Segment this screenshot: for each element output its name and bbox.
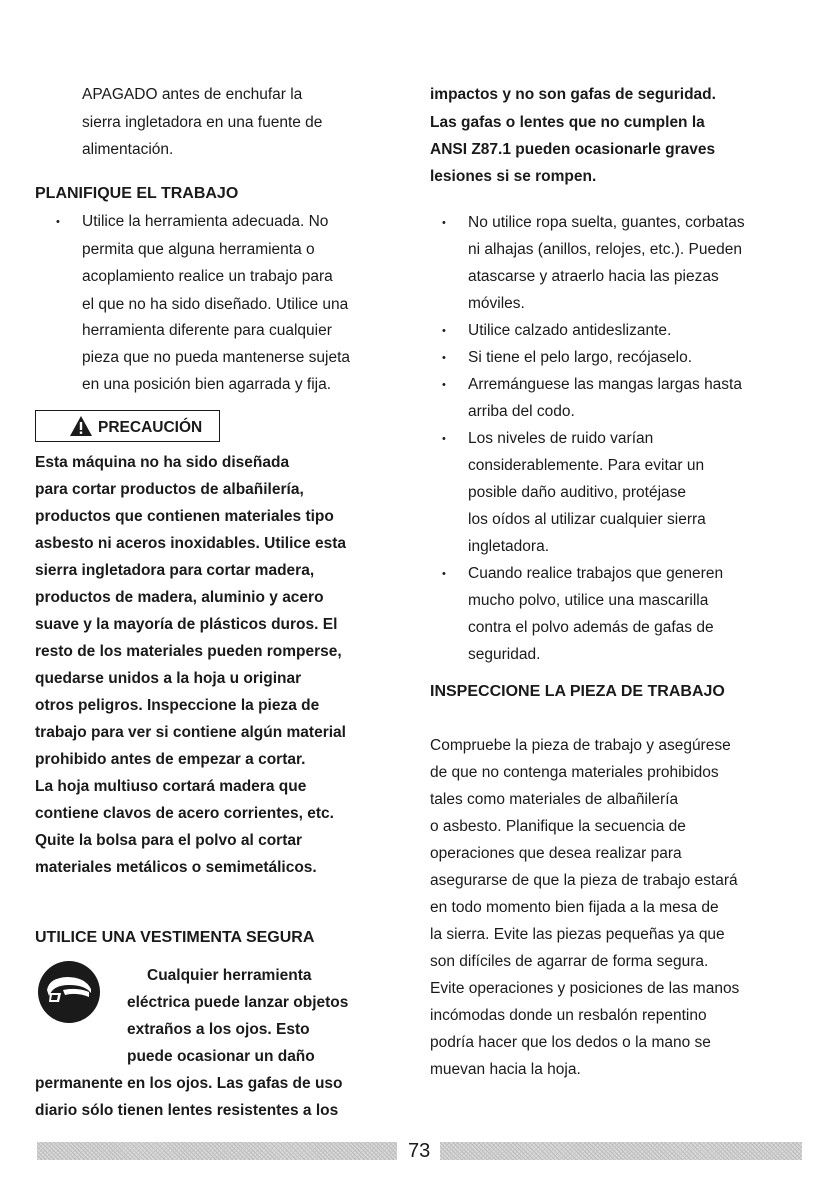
caution-line: sierra ingletadora para cortar madera, xyxy=(35,562,315,579)
inspect-line: son difíciles de agarrar de forma segura. xyxy=(430,953,709,970)
page-number: 73 xyxy=(408,1140,431,1162)
inspect-line: operaciones que desea realizar para xyxy=(430,845,682,862)
bullet-item: • Utilice calzado antideslizante. xyxy=(468,323,671,339)
caution-line: productos que contienen materiales tipo xyxy=(35,508,334,525)
continued-line: Las gafas o lentes que no cumplen la xyxy=(430,114,705,131)
caution-line: Esta máquina no ha sido diseñada xyxy=(35,454,290,471)
inspect-line: Compruebe la pieza de trabajo y asegúrese xyxy=(430,737,731,754)
clothing-line: diario sólo tienen lentes resistentes a los xyxy=(35,1102,339,1119)
inspect-line: asegurarse de que la pieza de trabajo estará xyxy=(430,872,738,889)
inspect-heading: INSPECCIONE LA PIEZA DE TRABAJO xyxy=(430,683,725,700)
caution-label: PRECAUCIÓN xyxy=(98,419,203,436)
safety-goggles-icon xyxy=(37,960,101,1024)
bullet-line: seguridad. xyxy=(468,646,541,663)
bullet-item: • Arremánguese las mangas largas hasta xyxy=(468,377,742,393)
clothing-line: permanente en los ojos. Las gafas de uso xyxy=(35,1075,343,1092)
intro-line: alimentación. xyxy=(82,141,174,158)
clothing-line: puede ocasionar un daño xyxy=(127,1048,315,1065)
inspect-line: o asbesto. Planifique la secuencia de xyxy=(430,818,686,835)
inspect-line: tales como materiales de albañilería xyxy=(430,791,679,808)
inspect-line: podría hacer que los dedos o la mano se xyxy=(430,1034,711,1051)
clothing-line: Cualquier herramienta xyxy=(147,967,312,984)
plan-line: acoplamiento realice un trabajo para xyxy=(82,268,333,285)
caution-line: otros peligros. Inspeccione la pieza de xyxy=(35,697,320,714)
intro-line: APAGADO antes de enchufar la xyxy=(82,86,303,103)
inspect-line: incómodas donde un resbalón repentino xyxy=(430,1007,707,1024)
caution-line: La hoja multiuso cortará madera que xyxy=(35,778,307,795)
bullet-item: • Si tiene el pelo largo, recójaselo. xyxy=(468,350,692,366)
bullet-line: considerablemente. Para evitar un xyxy=(468,457,705,474)
plan-line: el que no ha sido diseñado. Utilice una xyxy=(82,296,349,313)
inspect-line: Evite operaciones y posiciones de las manos xyxy=(430,980,740,997)
footer-bar-right xyxy=(440,1142,802,1160)
bullet-item: • No utilice ropa suelta, guantes, corbatas xyxy=(468,215,745,231)
bullet-line: mucho polvo, utilice una mascarilla xyxy=(468,592,709,609)
caution-banner xyxy=(35,410,220,442)
plan-line: pieza que no pueda mantenerse sujeta xyxy=(82,349,351,366)
plan-line: • Utilice la herramienta adecuada. No xyxy=(82,214,328,230)
bullet-line: ingletadora. xyxy=(468,538,550,555)
bullet-item: • Cuando realice trabajos que generen xyxy=(468,566,723,582)
continued-line: impactos y no son gafas de seguridad. xyxy=(430,86,716,103)
continued-line: ANSI Z87.1 pueden ocasionarle graves xyxy=(430,141,716,158)
bullet-line: posible daño auditivo, protéjase xyxy=(468,484,687,501)
caution-line: trabajo para ver si contiene algún material xyxy=(35,724,346,741)
caution-line: asbesto ni aceros inoxidables. Utilice esta xyxy=(35,535,346,552)
inspect-line: la sierra. Evite las piezas pequeñas ya que xyxy=(430,926,725,943)
bullet-line: los oídos al utilizar cualquier sierra xyxy=(468,511,706,528)
plan-line: permita que alguna herramienta o xyxy=(82,241,315,258)
bullet-line: ni alhajas (anillos, relojes, etc.). Pueden xyxy=(468,241,742,258)
caution-line: suave y la mayoría de plásticos duros. El xyxy=(35,616,338,633)
caution-line: resto de los materiales pueden romperse, xyxy=(35,643,342,660)
intro-line: sierra ingletadora en una fuente de xyxy=(82,114,323,131)
caution-line: para cortar productos de albañilería, xyxy=(35,481,304,498)
caution-line: Quite la bolsa para el polvo al cortar xyxy=(35,832,303,849)
warning-triangle-icon xyxy=(70,416,92,436)
clothing-line: eléctrica puede lanzar objetos xyxy=(127,994,349,1011)
clothing-heading: UTILICE UNA VESTIMENTA SEGURA xyxy=(35,929,315,946)
bullet-line: atascarse y atraerlo hacia las piezas xyxy=(468,268,719,285)
caution-line: productos de madera, aluminio y acero xyxy=(35,589,324,606)
page-footer xyxy=(0,1142,839,1160)
bullet-line: contra el polvo además de gafas de xyxy=(468,619,714,636)
inspect-line: muevan hacia la hoja. xyxy=(430,1061,581,1078)
plan-line: herramienta diferente para cualquier xyxy=(82,322,332,339)
plan-line: en una posición bien agarrada y fija. xyxy=(82,376,332,393)
caution-line: contiene clavos de acero corrientes, etc. xyxy=(35,805,334,822)
caution-line: prohibido antes de empezar a cortar. xyxy=(35,751,306,768)
inspect-line: de que no contenga materiales prohibidos xyxy=(430,764,719,781)
footer-bar-left xyxy=(37,1142,397,1160)
clothing-line: extraños a los ojos. Esto xyxy=(127,1021,310,1038)
bullet-line: móviles. xyxy=(468,295,525,312)
plan-heading: PLANIFIQUE EL TRABAJO xyxy=(35,185,239,202)
caution-line: materiales metálicos o semimetálicos. xyxy=(35,859,317,876)
bullet-item: • Los niveles de ruido varían xyxy=(468,431,653,447)
caution-line: quedarse unidos a la hoja u originar xyxy=(35,670,302,687)
continued-line: lesiones si se rompen. xyxy=(430,168,597,185)
bullet-line: arriba del codo. xyxy=(468,403,575,420)
inspect-line: en todo momento bien fijada a la mesa de xyxy=(430,899,719,916)
